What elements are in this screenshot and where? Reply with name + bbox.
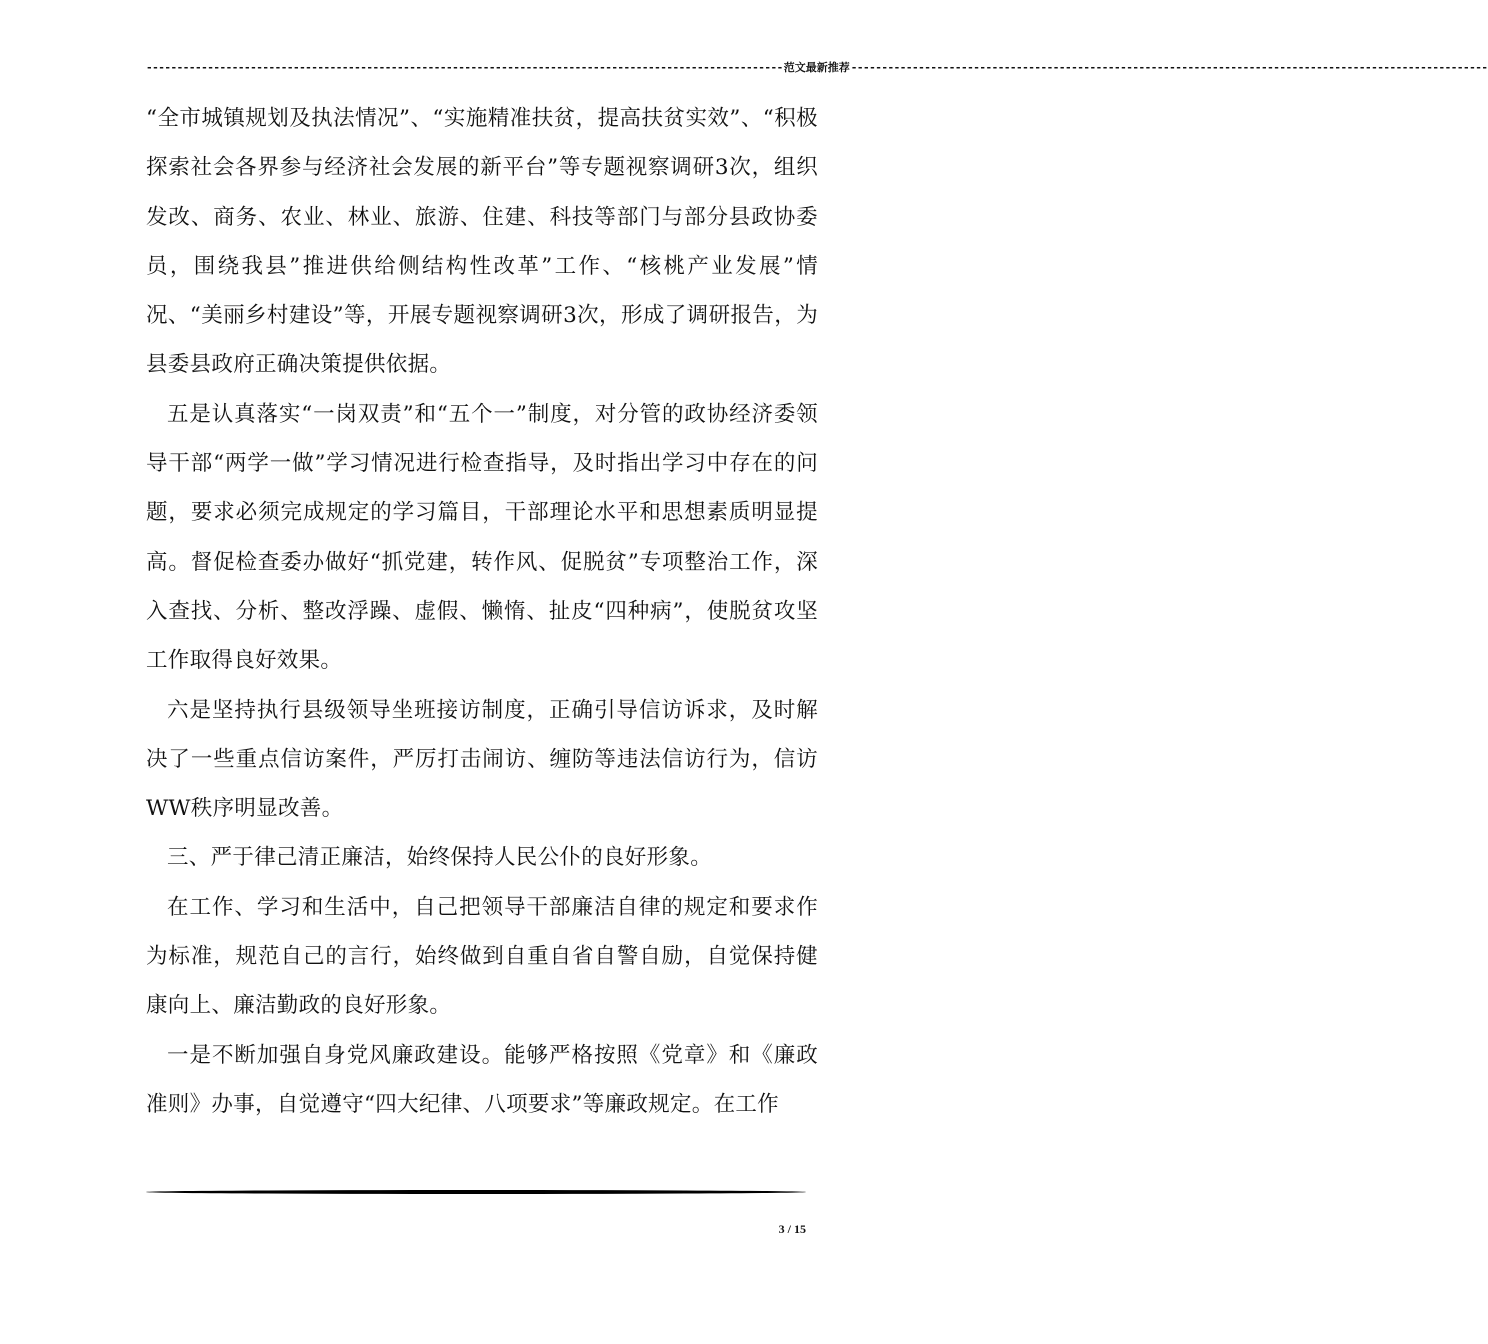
header-right-dashes: --------------------------------------------------------------------------------------------------------	[850, 61, 1488, 74]
paragraph-first-point: 一是不断加强自身党风廉政建设。能够严格按照《党章》和《廉政准则》办事，自觉遵守“四大纪律、八项要求”等廉政规定。在工作	[146, 1042, 818, 1117]
paragraph-self-discipline: 在工作、学习和生活中，自己把领导干部廉洁自律的规定和要求作为标准，规范自己的言行，始终做到自重自省自警自励，自觉保持健康向上、廉洁勤政的良好形象。	[146, 894, 818, 1019]
page-header	[146, 60, 1488, 76]
page-number: 3 / 15	[778, 1222, 806, 1236]
section-heading-three: 三、严于律己清正廉洁，始终保持人民公仆的良好形象。	[167, 845, 713, 871]
header-label: 范文最新推荐	[783, 61, 850, 74]
paragraph-fifth-point: 五是认真落实“一岗双责”和“五个一”制度，对分管的政协经济委领导干部“两学一做”学习情况进行检查指导，及时指出学习中存在的问题，要求必须完成规定的学习篇目，干部理论水平和思想素质明显提高。督促检查委办做好“抓党建，转作风、促脱贫”专项整治工作，深入查找、分析、整改浮躁、虚假、懒惰、扯皮“四种病”，使脱贫攻坚工作取得良好效果。	[146, 401, 818, 674]
header-left-dashes: --------------------------------------------------------------------------------------------------------	[146, 61, 783, 74]
paragraph-sixth-point: 六是坚持执行县级领导坐班接访制度，正确引导信访诉求，及时解决了一些重点信访案件，严厉打击闹访、缠防等违法信访行为，信访WW秩序明显改善。	[146, 697, 818, 822]
footer-rule	[146, 1190, 806, 1194]
document-body	[146, 94, 818, 1129]
paragraph-continued: “全市城镇规划及执法情况”、“实施精准扶贫，提高扶贫实效”、“积极探索社会各界参与经济社会发展的新平台”等专题视察调研3次，组织发改、商务、农业、林业、旅游、住建、科技等部门与部分县政协委员，围绕我县”推进供给侧结构性改革”工作、“核桃产业发展”情况、“美丽乡村建设”等，开展专题视察调研3次，形成了调研报告，为县委县政府正确决策提供依据。	[146, 106, 818, 378]
